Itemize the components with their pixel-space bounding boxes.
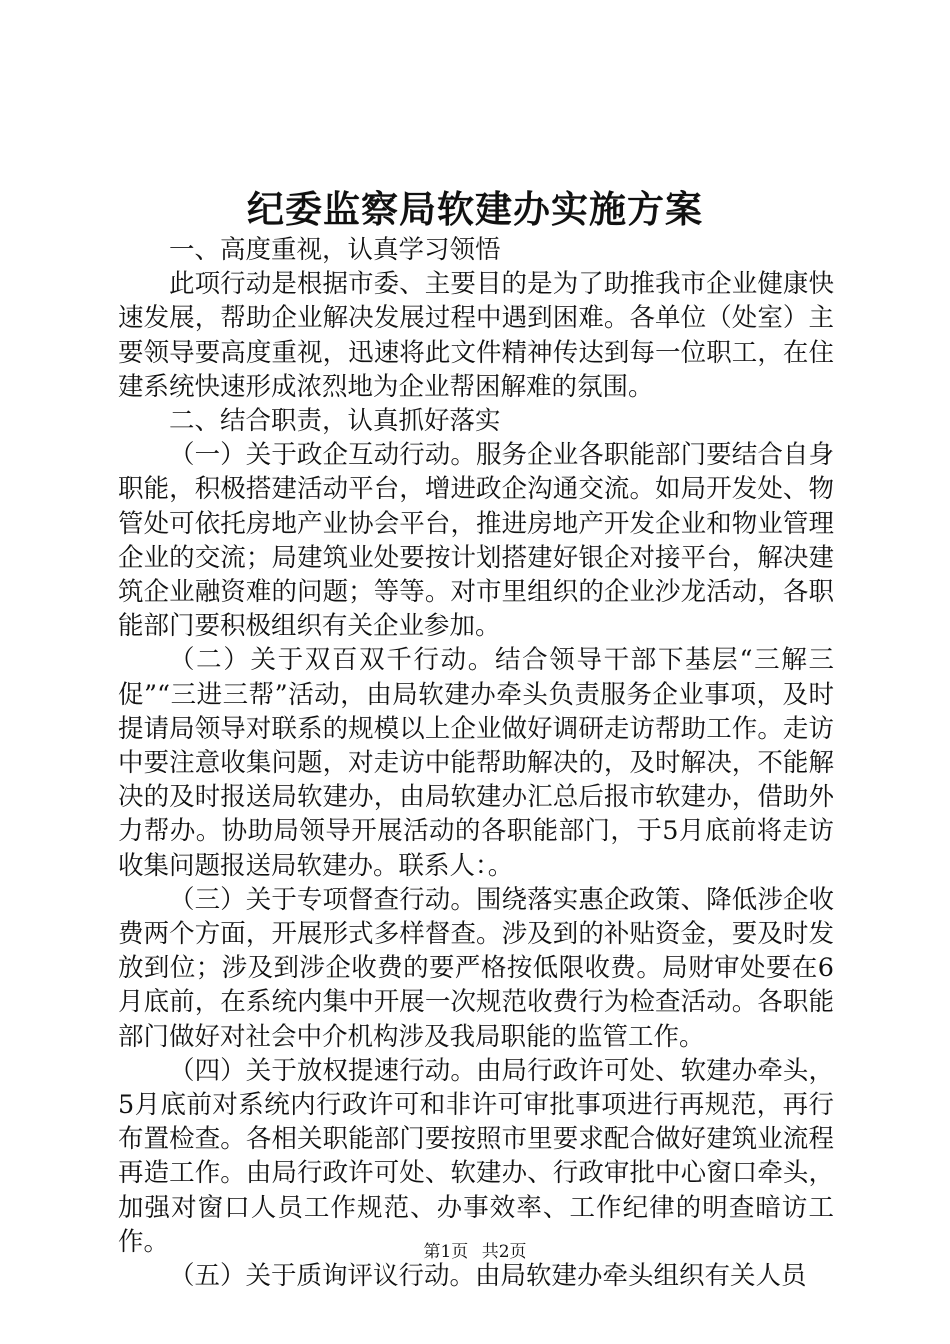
paragraph-intro: 此项行动是根据市委、主要目的是为了助推我市企业健康快速发展，帮助企业解决发展过程中遇到困难。各单位（处室）主要领导要高度重视，迅速将此文件精神传达到每一位职工，在住建系统快速形成浓烈地为企业帮困解难的氛围。 [118,269,834,402]
document-body [118,233,834,1293]
page-footer [0,1240,950,1264]
section-heading-2: 二、结合职责，认真抓好落实 [169,406,501,437]
paragraph-item-4: （四）关于放权提速行动。由局行政许可处、软建办牵头，5月底前对系统内行政许可和非许可审批事项进行再规范，再行布置检查。各相关职能部门要按照市里要求配合做好建筑业流程再造工作。由局行政许可处、软建办、行政审批中心窗口牵头，加强对窗口人员工作规范、办事效率、工作纪律的明查暗访工作。 [118,1055,834,1257]
document-title: 纪委监察局软建办实施方案 [247,187,703,231]
section-heading-1: 一、高度重视，认真学习领悟 [169,235,501,265]
page-number: 第1页 [423,1242,469,1262]
paragraph-item-1: （一）关于政企互动行动。服务企业各职能部门要结合自身职能，积极搭建活动平台，增进政企沟通交流。如局开发处、物管处可依托房地产业协会平台，推进房地产开发企业和物业管理企业的交流；局建筑业处要按计划搭建好银企对接平台，解决建筑企业融资难的问题；等等。对市里组织的企业沙龙活动，各职能部门要积极组织有关企业参加。 [118,440,834,642]
paragraph-item-5: （五）关于质询评议行动。由局软建办牵头组织有关人员 [169,1261,807,1292]
paragraph-item-2: （二）关于双百双千行动。结合领导干部下基层“三解三促”“三进三帮”活动，由局软建办牵头负责服务企业事项，及时提请局领导对联系的规模以上企业做好调研走访帮助工作。走访中要注意收集问题，对走访中能帮助解决的，及时解决，不能解决的及时报送局软建办，由局软建办汇总后报市软建办，借助外力帮办。协助局领导开展活动的各职能部门，于5月底前将走访收集问题报送局软建办。联系人：。 [118,645,834,881]
page-total: 共2页 [481,1242,527,1262]
paragraph-item-3: （三）关于专项督查行动。围绕落实惠企政策、降低涉企收费两个方面，开展形式多样督查。涉及到的补贴资金，要及时发放到位；涉及到涉企收费的要严格按低限收费。局财审处要在6月底前，在系统内集中开展一次规范收费行为检查活动。各职能部门做好对社会中介机构涉及我局职能的监管工作。 [118,884,834,1052]
